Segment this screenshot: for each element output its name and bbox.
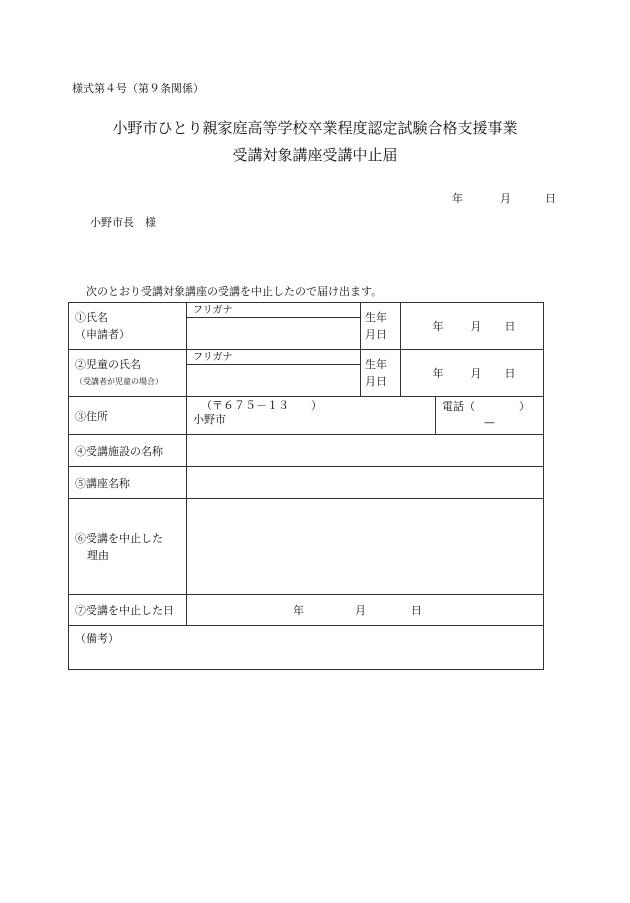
applicant-furigana-label: フリガナ bbox=[193, 304, 233, 316]
applicant-sub-label: （申請者） bbox=[75, 328, 130, 341]
form-table bbox=[68, 302, 544, 670]
child-birth-year: 年 bbox=[432, 367, 444, 380]
intro-text: 次のとおり受講対象講座の受講を中止したので届け出ます。 bbox=[86, 285, 383, 298]
applicant-label: ①氏名 bbox=[75, 311, 108, 324]
date-day-label: 日 bbox=[545, 192, 556, 205]
applicant-birth-label-2: 月日 bbox=[365, 328, 387, 341]
phone-label: 電話（ ） bbox=[442, 400, 530, 413]
course-field[interactable] bbox=[187, 467, 544, 499]
applicant-furigana-cell[interactable] bbox=[187, 303, 361, 318]
form-number: 様式第４号（第９条関係） bbox=[72, 82, 204, 95]
date-month-label: 月 bbox=[500, 192, 511, 205]
child-birth-date-field[interactable] bbox=[401, 350, 544, 397]
child-furigana-label: フリガナ bbox=[193, 351, 233, 363]
applicant-birth-day: 日 bbox=[504, 320, 516, 333]
child-birth-label-2: 月日 bbox=[365, 375, 387, 388]
course-label: ⑤講座名称 bbox=[75, 476, 130, 490]
addressee: 小野市長 様 bbox=[90, 216, 156, 229]
reason-field[interactable] bbox=[187, 499, 544, 595]
child-label-cell bbox=[69, 350, 187, 397]
phone-field[interactable] bbox=[436, 397, 544, 435]
child-birth-day: 日 bbox=[504, 367, 516, 380]
reason-label-cell bbox=[69, 499, 187, 595]
applicant-birth-label-cell bbox=[361, 303, 401, 350]
reason-label-1: ⑥受講を中止した bbox=[75, 531, 163, 545]
facility-label: ④受講施設の名称 bbox=[75, 444, 163, 458]
address-label-cell bbox=[69, 397, 187, 435]
child-label: ②児童の氏名 bbox=[75, 358, 141, 371]
address-city: 小野市 bbox=[193, 413, 226, 426]
stop-date-year: 年 bbox=[293, 604, 304, 617]
address-postal: （〒６７５－１３ ） bbox=[201, 399, 322, 412]
applicant-birth-label-1: 生年 bbox=[365, 311, 387, 324]
remarks-field[interactable] bbox=[69, 626, 544, 670]
applicant-birth-month: 月 bbox=[470, 320, 482, 333]
stop-date-field[interactable] bbox=[187, 595, 544, 626]
child-birth-label-1: 生年 bbox=[365, 358, 387, 371]
address-label: ③住所 bbox=[75, 409, 108, 423]
address-field[interactable] bbox=[187, 397, 436, 435]
child-birth-month: 月 bbox=[470, 367, 482, 380]
course-label-cell bbox=[69, 467, 187, 499]
facility-label-cell bbox=[69, 435, 187, 467]
stop-date-month: 月 bbox=[355, 604, 366, 617]
applicant-label-cell bbox=[69, 303, 187, 350]
stop-date-label: ⑦受講を中止した日 bbox=[75, 604, 174, 617]
form-title-line1: 小野市ひとり親家庭高等学校卒業程度認定試験合格支援事業 bbox=[112, 119, 518, 137]
stop-date-day: 日 bbox=[411, 604, 422, 617]
child-birth-label-cell bbox=[361, 350, 401, 397]
date-year-label: 年 bbox=[452, 192, 463, 205]
stop-date-label-cell bbox=[69, 595, 187, 626]
form-title-line2: 受講対象講座受講中止届 bbox=[232, 146, 398, 164]
applicant-birth-year: 年 bbox=[432, 320, 444, 333]
child-sub-label: （受講者が児童の場合） bbox=[75, 377, 163, 386]
child-name-field[interactable] bbox=[187, 365, 361, 397]
child-furigana-cell[interactable] bbox=[187, 350, 361, 365]
phone-dash: — bbox=[484, 416, 495, 429]
facility-field[interactable] bbox=[187, 435, 544, 467]
applicant-birth-date-field[interactable] bbox=[401, 303, 544, 350]
applicant-name-field[interactable] bbox=[187, 318, 361, 350]
reason-label-2: 理由 bbox=[87, 548, 109, 562]
remarks-label: （備考） bbox=[75, 632, 119, 645]
